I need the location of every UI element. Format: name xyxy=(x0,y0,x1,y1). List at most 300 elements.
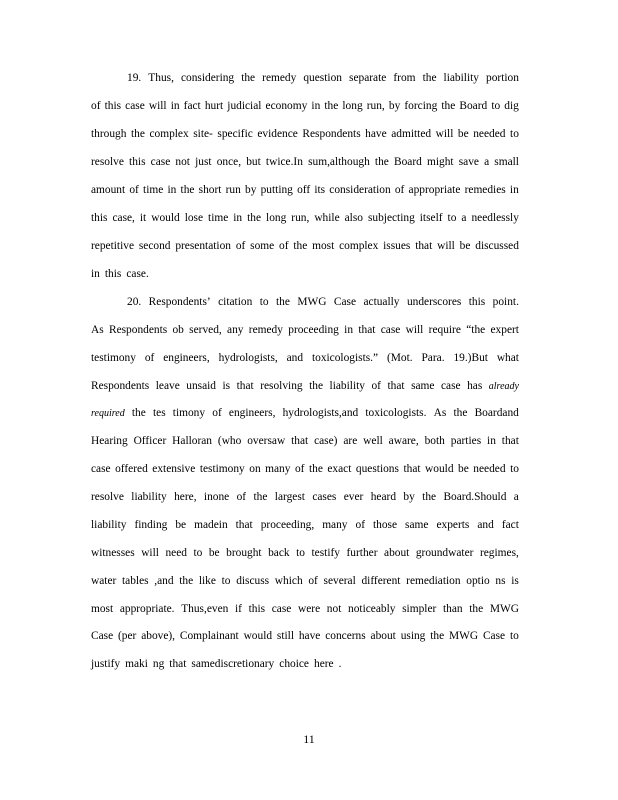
word: witnesses xyxy=(91,547,135,559)
word: well xyxy=(363,435,383,447)
word: economy xyxy=(265,100,308,112)
word: case xyxy=(91,463,111,475)
text-line xyxy=(91,211,519,225)
word: extensive xyxy=(152,463,196,475)
word: the xyxy=(469,603,484,615)
word: in xyxy=(91,268,100,280)
word: finding xyxy=(134,519,168,531)
word: the xyxy=(276,296,290,308)
word: many xyxy=(322,519,348,531)
word: samediscretionary xyxy=(191,658,275,670)
word: while xyxy=(314,212,340,224)
word: As xyxy=(433,407,447,419)
word: short xyxy=(198,184,222,196)
word: 19. xyxy=(127,72,142,84)
word: As xyxy=(91,324,104,336)
word: might xyxy=(426,156,454,168)
word: on xyxy=(249,463,261,475)
text-line xyxy=(91,351,519,365)
word: different xyxy=(361,575,401,587)
word: in xyxy=(170,100,180,112)
word: noticeably xyxy=(348,603,396,615)
word: would xyxy=(151,212,180,224)
word: . xyxy=(338,658,342,670)
word: presentation xyxy=(175,240,231,252)
text-line xyxy=(91,127,519,141)
word: to xyxy=(296,547,305,559)
word: exact xyxy=(327,463,352,475)
word: Para. xyxy=(421,352,445,364)
word: be xyxy=(459,240,471,252)
word: by xyxy=(403,491,415,503)
word: (who xyxy=(217,435,242,447)
word: of xyxy=(144,352,155,364)
word: Respondents xyxy=(302,128,361,140)
word: remedy xyxy=(262,72,297,84)
word: 19.)But xyxy=(453,352,488,364)
word: the xyxy=(179,575,194,587)
word: from xyxy=(393,72,416,84)
word: case xyxy=(150,156,171,168)
word: just xyxy=(195,156,212,168)
text-line xyxy=(91,546,519,560)
text-line xyxy=(127,295,519,309)
word: liability xyxy=(443,72,479,84)
word: of xyxy=(355,519,365,531)
word: to xyxy=(447,212,457,224)
word: point. xyxy=(492,296,519,308)
word: Board xyxy=(459,100,488,112)
word: twice.In xyxy=(265,156,303,168)
word: complex xyxy=(149,128,189,140)
word: than xyxy=(442,603,463,615)
word: MWG xyxy=(297,296,327,308)
word: Halloran xyxy=(172,435,213,447)
word: largest xyxy=(274,491,305,503)
word: a xyxy=(484,156,490,168)
word: a xyxy=(513,491,519,503)
word: sum,although xyxy=(308,156,370,168)
word: be xyxy=(175,519,187,531)
text-line xyxy=(91,574,519,588)
word: of xyxy=(129,184,139,196)
word: Board xyxy=(393,156,422,168)
word: hurt xyxy=(204,100,224,112)
word: this xyxy=(248,603,266,615)
word: tables xyxy=(121,575,149,587)
word: justify xyxy=(91,658,121,670)
word: long xyxy=(342,100,363,112)
text-line xyxy=(91,406,519,421)
word: several xyxy=(323,575,356,587)
word: like xyxy=(198,575,216,587)
word: experts xyxy=(436,519,470,531)
word: Complainant xyxy=(179,630,239,642)
word: repetitive xyxy=(91,240,135,252)
word: most xyxy=(91,603,114,615)
word: liability xyxy=(329,380,365,392)
word: parties xyxy=(450,435,482,447)
word: not xyxy=(326,603,342,615)
word: engineers, xyxy=(228,407,276,419)
word: that xyxy=(236,380,254,392)
word: and xyxy=(477,519,494,531)
word: this xyxy=(129,156,146,168)
word: remediation xyxy=(406,575,461,587)
word: discussed xyxy=(475,240,519,252)
word: optio xyxy=(466,575,490,587)
word: in xyxy=(167,184,177,196)
word: will xyxy=(435,128,454,140)
word: off xyxy=(297,184,311,196)
word: of xyxy=(212,407,222,419)
word: Board.Should xyxy=(443,491,507,503)
word: were xyxy=(298,603,321,615)
word: already xyxy=(488,381,519,392)
word: that xyxy=(403,463,421,475)
word: that xyxy=(501,435,519,447)
word: MWG xyxy=(489,603,519,615)
word: the xyxy=(130,128,145,140)
word: long xyxy=(266,212,287,224)
word: the xyxy=(308,463,323,475)
word: will xyxy=(405,324,424,336)
word: complex xyxy=(339,240,379,252)
word: of xyxy=(279,240,289,252)
word: the xyxy=(422,491,437,503)
text-line xyxy=(91,434,519,448)
word: Case xyxy=(482,630,506,642)
word: once, xyxy=(216,156,242,168)
word: this xyxy=(104,268,122,280)
word: testify xyxy=(311,547,340,559)
text-line xyxy=(91,155,519,169)
word: concerns xyxy=(325,630,366,642)
word: its xyxy=(314,184,326,196)
word: inone xyxy=(203,491,230,503)
word: would xyxy=(425,463,454,475)
text-line xyxy=(91,183,519,197)
word: to xyxy=(510,128,519,140)
word: above), xyxy=(141,630,176,642)
word: a xyxy=(461,212,467,224)
word: oversaw xyxy=(247,435,286,447)
word: any xyxy=(227,324,244,336)
word: remedies xyxy=(464,184,506,196)
word: case, xyxy=(112,212,135,224)
word: evidence xyxy=(257,128,298,140)
word: liability xyxy=(131,491,167,503)
word: to xyxy=(509,630,519,642)
word: lose xyxy=(184,212,204,224)
word: but xyxy=(246,156,261,168)
word: hydrologists, xyxy=(218,352,278,364)
word: toxicologists.” xyxy=(311,352,379,364)
word: case xyxy=(380,324,401,336)
word: if xyxy=(234,603,242,615)
word: that xyxy=(291,435,309,447)
word: remedy xyxy=(248,324,283,336)
word: required xyxy=(91,408,125,419)
word: small xyxy=(494,156,519,168)
word: the xyxy=(441,100,456,112)
text-line xyxy=(127,71,519,85)
word: case) xyxy=(314,435,338,447)
word: be xyxy=(458,463,469,475)
word: to xyxy=(510,463,519,475)
word: subjecting xyxy=(367,212,415,224)
word: hydrologists,and xyxy=(282,407,359,419)
text-line xyxy=(91,239,519,253)
word: to xyxy=(193,547,203,559)
word: Boardand xyxy=(474,407,519,419)
word: forcing xyxy=(404,100,438,112)
word: would xyxy=(243,630,273,642)
word: putting xyxy=(260,184,293,196)
word: cases xyxy=(312,491,337,503)
word: have xyxy=(298,630,321,642)
word: heard xyxy=(370,491,397,503)
word: will xyxy=(141,547,159,559)
word: Case xyxy=(333,296,357,308)
text-line xyxy=(91,323,519,337)
word: by xyxy=(388,100,401,112)
word: is xyxy=(511,575,519,587)
word: simpler xyxy=(402,603,437,615)
word: in xyxy=(509,184,519,196)
word: actually xyxy=(363,296,400,308)
text-line xyxy=(91,99,519,113)
word: itself xyxy=(419,212,443,224)
word: this xyxy=(468,296,486,308)
word: still xyxy=(276,630,294,642)
word: citation xyxy=(218,296,253,308)
word: (Mot. xyxy=(386,352,413,364)
word: proceeding, xyxy=(260,519,315,531)
word: engineers, xyxy=(163,352,210,364)
word: this xyxy=(91,212,108,224)
word: ob xyxy=(172,324,184,336)
word: question xyxy=(303,72,342,84)
word: separate xyxy=(349,72,387,84)
word: Hearing xyxy=(91,435,128,447)
word: the xyxy=(374,156,389,168)
word: the xyxy=(180,184,195,196)
word: issues xyxy=(383,240,411,252)
word: run xyxy=(225,184,241,196)
word: has xyxy=(467,380,483,392)
word: Officer xyxy=(133,435,167,447)
word: which xyxy=(274,575,303,587)
word: aware, xyxy=(388,435,419,447)
word: here, xyxy=(174,491,197,503)
text-line xyxy=(91,379,519,394)
word: be xyxy=(208,547,220,559)
word: time xyxy=(143,184,164,196)
word: regimes, xyxy=(479,547,519,559)
word: ng xyxy=(152,658,165,670)
word: amount xyxy=(91,184,126,196)
word: the xyxy=(324,100,339,112)
word: of xyxy=(235,240,246,252)
word: most xyxy=(312,240,335,252)
word: back xyxy=(268,547,290,559)
word: testimony xyxy=(199,463,245,475)
word: the xyxy=(422,72,437,84)
word: of xyxy=(371,380,381,392)
word: require xyxy=(428,324,461,336)
word: of xyxy=(294,463,305,475)
word: site- xyxy=(193,128,213,140)
word: expert xyxy=(490,324,519,336)
word: needed xyxy=(473,128,506,140)
word: run, xyxy=(291,212,310,224)
word: discuss xyxy=(236,575,270,587)
word: madein xyxy=(194,519,228,531)
word: the xyxy=(247,212,262,224)
word: needlessly xyxy=(471,212,519,224)
word: fact xyxy=(183,100,201,112)
word: Respondents xyxy=(108,324,168,336)
word: needed xyxy=(473,463,506,475)
word: in xyxy=(311,100,321,112)
word: that xyxy=(387,380,405,392)
word: tes xyxy=(152,407,166,419)
word: many xyxy=(265,463,291,475)
word: consideration xyxy=(329,184,391,196)
word: same xyxy=(405,519,429,531)
word: Thus,even xyxy=(181,603,229,615)
word: timony xyxy=(172,407,206,419)
word: further xyxy=(346,547,378,559)
word: fact xyxy=(501,519,519,531)
word: the xyxy=(241,72,256,84)
word: dig xyxy=(504,100,519,112)
word: ever xyxy=(343,491,364,503)
word: served, xyxy=(189,324,222,336)
word: to xyxy=(259,296,269,308)
word: groundwater xyxy=(415,547,474,559)
word: here xyxy=(314,658,334,670)
word: underscores xyxy=(406,296,462,308)
word: ,and xyxy=(154,575,174,587)
word: the xyxy=(309,380,324,392)
word: in xyxy=(344,324,354,336)
word: not xyxy=(175,156,190,168)
word: (per xyxy=(118,630,137,642)
word: specific xyxy=(217,128,253,140)
word: to xyxy=(491,100,501,112)
word: second xyxy=(138,240,171,252)
word: liability xyxy=(91,519,127,531)
word: of xyxy=(308,575,318,587)
word: what xyxy=(496,352,519,364)
word: the xyxy=(430,630,445,642)
word: offered xyxy=(115,463,148,475)
word: it xyxy=(139,212,147,224)
word: resolving xyxy=(260,380,303,392)
word: Respondents xyxy=(91,380,150,392)
word: toxicologists. xyxy=(365,407,427,419)
word: choice xyxy=(279,658,309,670)
word: in xyxy=(487,435,496,447)
word: of xyxy=(236,491,247,503)
word: case. xyxy=(126,268,149,280)
word: Case xyxy=(91,630,114,642)
word: both xyxy=(424,435,445,447)
word: some xyxy=(250,240,275,252)
word: about xyxy=(370,630,396,642)
word: judicial xyxy=(227,100,262,112)
text-line xyxy=(91,602,519,616)
word: also xyxy=(344,212,363,224)
word: questions xyxy=(355,463,399,475)
word: of xyxy=(394,184,405,196)
word: have xyxy=(365,128,387,140)
word: proceeding xyxy=(288,324,339,336)
word: need xyxy=(165,547,187,559)
word: ns xyxy=(495,575,506,587)
page-number: 11 xyxy=(303,732,315,746)
word: brought xyxy=(226,547,262,559)
word: that xyxy=(358,324,376,336)
word: case xyxy=(440,380,461,392)
text-line xyxy=(91,462,519,476)
word: considering xyxy=(180,72,235,84)
word: case xyxy=(125,100,145,112)
word: that xyxy=(169,658,187,670)
word: Thus, xyxy=(148,72,174,84)
word: resolve xyxy=(91,156,124,168)
word: run, xyxy=(366,100,385,112)
word: MWG xyxy=(448,630,479,642)
word: “the xyxy=(466,324,486,336)
word: time xyxy=(208,212,229,224)
word: the xyxy=(453,407,468,419)
word: maki xyxy=(125,658,148,670)
word: appropriate xyxy=(408,184,461,196)
word: will xyxy=(148,100,167,112)
word: the xyxy=(131,407,146,419)
word: that xyxy=(415,240,433,252)
word: resolve xyxy=(91,491,124,503)
word: are xyxy=(343,435,358,447)
word: same xyxy=(411,380,435,392)
word: and xyxy=(286,352,304,364)
word: of xyxy=(91,100,101,112)
word: save xyxy=(458,156,479,168)
word: the xyxy=(293,240,308,252)
word: this xyxy=(104,100,122,112)
word: is xyxy=(222,380,231,392)
word: that xyxy=(235,519,253,531)
word: water xyxy=(91,575,117,587)
text-line xyxy=(91,657,519,671)
text-line xyxy=(91,490,519,504)
text-line xyxy=(91,629,519,643)
word: will xyxy=(437,240,455,252)
word: case xyxy=(271,603,292,615)
word: appropriate. xyxy=(119,603,175,615)
word: through xyxy=(91,128,127,140)
word: unsaid xyxy=(186,380,216,392)
word: about xyxy=(384,547,410,559)
text-line xyxy=(91,518,519,532)
word: using xyxy=(400,630,426,642)
word: those xyxy=(373,519,398,531)
text-line xyxy=(91,267,519,281)
word: the xyxy=(253,491,268,503)
